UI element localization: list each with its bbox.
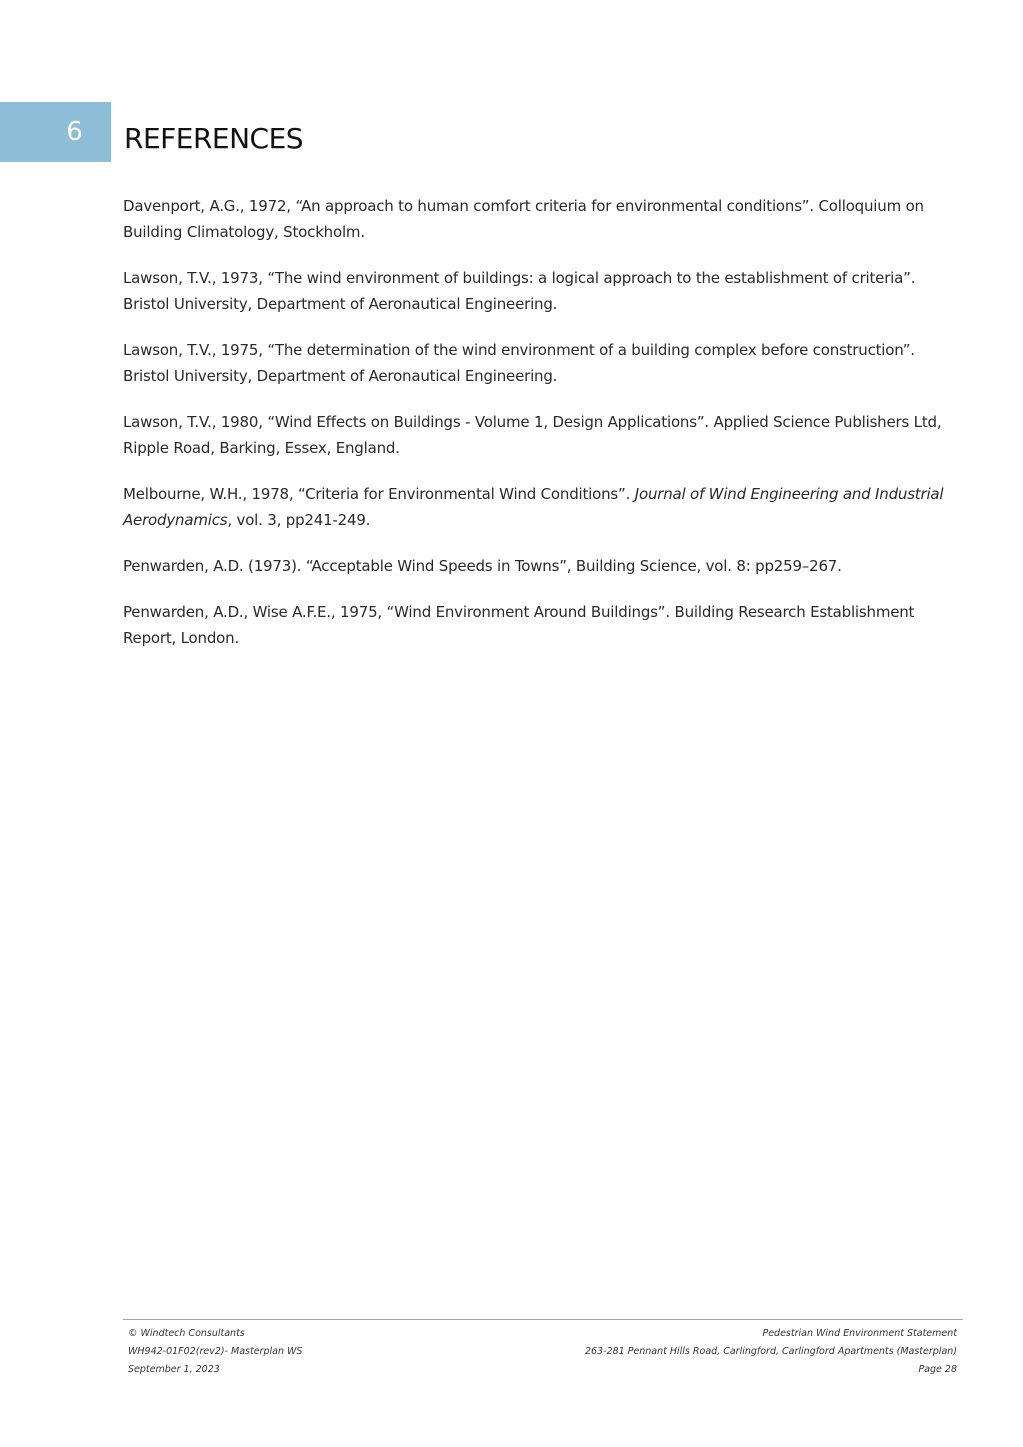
footer-page-number: Page 28 [918, 1364, 957, 1375]
footer-copyright: © Windtech Consultants [128, 1328, 245, 1339]
footer-date: September 1, 2023 [128, 1364, 220, 1375]
reference-list [123, 193, 958, 671]
footer-right [585, 1325, 957, 1379]
reference-item: Lawson, T.V., 1980, “Wind Effects on Buildings - Volume 1, Design Applications”. Applied Science Publishers Ltd, Ripple Road, Barking, Essex, England. [123, 413, 942, 457]
reference-item: Davenport, A.G., 1972, “An approach to human comfort criteria for environmental conditions”. Colloquium on Building Climatology, Stockholm. [123, 197, 924, 241]
reference-item: Lawson, T.V., 1973, “The wind environment of buildings: a logical approach to the establishment of criteria”. Bristol University, Department of Aeronautical Engineering. [123, 269, 916, 313]
reference-text: Melbourne, W.H., 1978, “Criteria for Environmental Wind Conditions”. [123, 485, 635, 503]
reference-item: Lawson, T.V., 1975, “The determination of the wind environment of a building complex before construction”. Bristol University, Department of Aeronautical Engineering. [123, 341, 915, 385]
journal-title: Journal of Wind Engineering and Industrial Aerodynamics [123, 485, 944, 529]
footer-divider [123, 1319, 963, 1320]
footer-project-address: 263-281 Pennant Hills Road, Carlingford, Carlingford Apartments (Masterplan) [584, 1346, 957, 1357]
reference-item [123, 481, 958, 533]
footer-report-title: Pedestrian Wind Environment Statement [762, 1328, 957, 1339]
section-number: 6 [66, 117, 83, 147]
section-title: REFERENCES [124, 122, 304, 155]
reference-text: , vol. 3, pp241-249. [227, 511, 371, 529]
footer-document-id: WH942-01F02(rev2)- Masterplan WS [128, 1346, 303, 1357]
section-number-badge [0, 102, 111, 162]
footer-left [128, 1325, 302, 1379]
reference-item: Penwarden, A.D. (1973). “Acceptable Wind Speeds in Towns”, Building Science, vol. 8: pp259–267. [123, 557, 842, 575]
reference-item: Penwarden, A.D., Wise A.F.E., 1975, “Wind Environment Around Buildings”. Building Research Establishment Report, London. [123, 603, 915, 647]
